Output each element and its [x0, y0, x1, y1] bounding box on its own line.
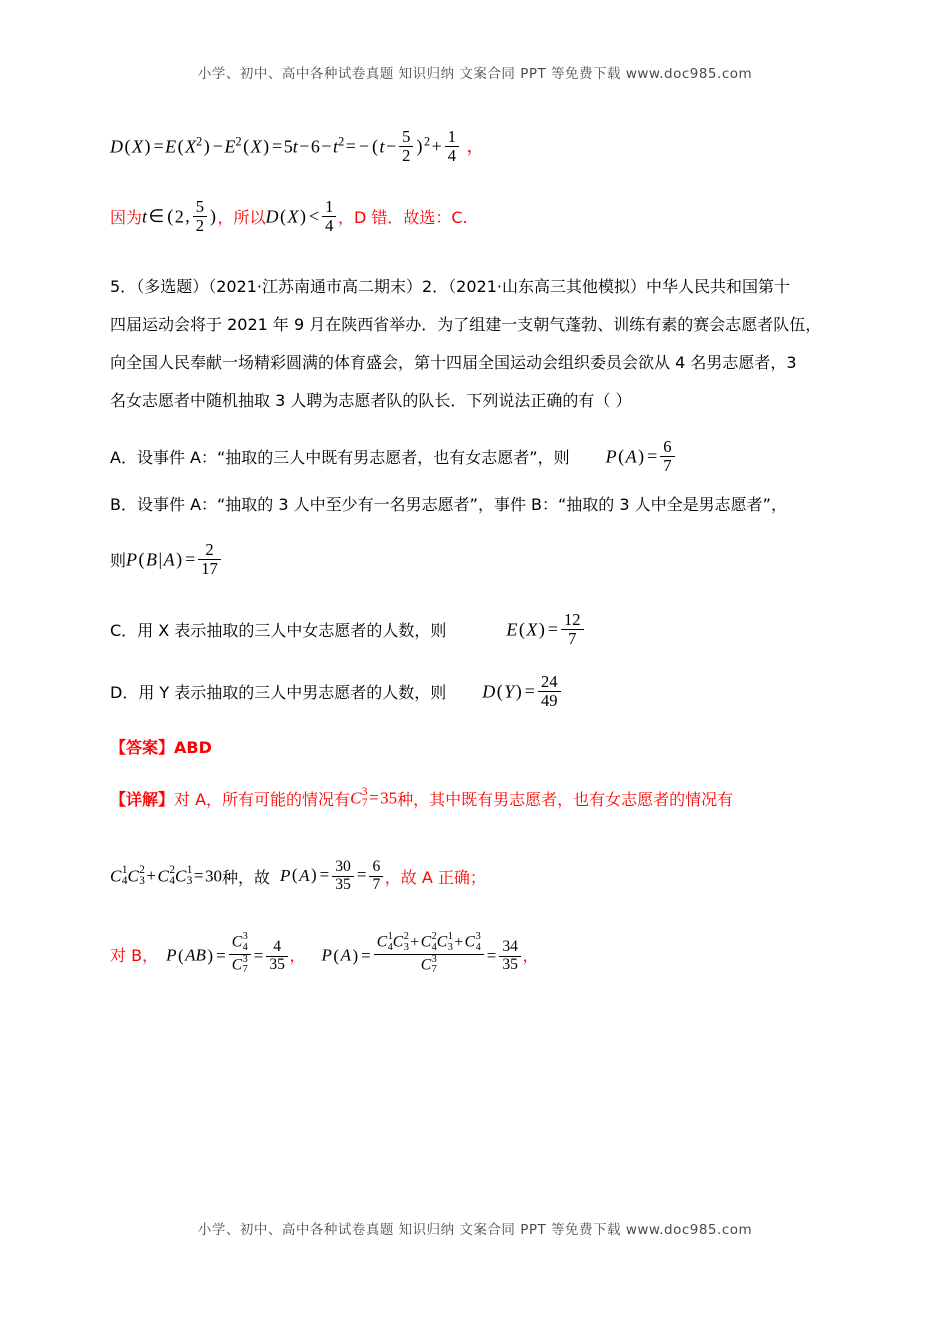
explain-line2-math1: C 1 4 C 2 3 +C 2 4 C 1 3 =30	[110, 863, 222, 887]
explain-label: 【详解】	[110, 789, 175, 809]
option-a	[110, 430, 840, 482]
option-b-line2	[110, 533, 840, 585]
so-math: D(X) < $\frac{1}{4}$	[266, 198, 338, 235]
explain-line2-math2: P(A) = $\frac{30}{35}$ = $\frac{6}{7}$	[280, 859, 385, 894]
explain-line2-text-a: 种，故	[222, 867, 271, 887]
answer-row	[110, 735, 840, 758]
question-tag: （多选题）（2021·江苏南通市高二期末）2．（2021·山东高三其他模拟）	[136, 277, 646, 296]
explain-line2	[110, 850, 840, 902]
option-b-label: B．	[110, 495, 137, 514]
explain-line2-text-b: ，故 A 正确；	[384, 867, 486, 887]
question-block	[110, 268, 840, 420]
option-b-line1	[110, 492, 840, 515]
explain-line3-text-a: 对 B，	[110, 945, 159, 965]
explain-line1-text-b: 种，其中既有男志愿者，也有女志愿者的情况有	[397, 789, 734, 809]
option-d-math: D(Y) = $\frac{24}{49}$	[482, 673, 562, 710]
option-b-then-label: 则	[110, 550, 127, 570]
option-c-label: C．	[110, 620, 138, 640]
option-a-math: P(A) = $\frac{6}{7}$	[606, 438, 676, 475]
question-body-line1: 中华人民共和国第十	[645, 277, 790, 296]
equation-variance: $D(X) =E(X^2) -E^2(X) =5t-6-t^2= - (t-$ $\frac{5}{2}$ ) $^2$+ $\frac{1}{4}$ ，	[110, 126, 485, 165]
option-a-text: 设事件 A：“抽取的三人中既有男志愿者，也有女志愿者”，则	[136, 447, 570, 467]
option-a-label: A．	[110, 447, 137, 467]
equation-variance-row	[110, 120, 840, 172]
option-b-text: 设事件 A：“抽取的 3 人中至少有一名男志愿者”，事件 B：“抽取的 3 人中全是男志愿者”，	[136, 495, 787, 514]
so-label: ，所以	[217, 207, 266, 227]
question-body-line2: 四届运动会将于 2021 年 9 月在陕西省举办．为了组建一支朝气蓬勃、训练有素的赛会志愿者队伍，	[110, 315, 822, 334]
question-body-line3: 向全国人民奉献一场精彩圆满的体育盛会，第十四届全国运动会组织委员会欲从 4 名男志愿者，3	[110, 353, 797, 372]
option-b	[110, 492, 840, 585]
option-b-math: P(B|A) = $\frac{2}{17}$	[126, 541, 222, 578]
answer-label: 【答案】	[110, 738, 175, 757]
because-math: t∈ (2, $\frac{5}{2}$ )	[142, 196, 216, 235]
option-c-math: E(X) = $\frac{12}{7}$	[506, 611, 585, 648]
document-content	[110, 120, 840, 980]
option-c	[110, 603, 840, 655]
explain-line1-text-a: 对 A，所有可能的情况有	[174, 789, 351, 809]
because-label: 因为	[110, 207, 143, 227]
explain-line1	[110, 772, 840, 824]
question-number: 5．	[110, 277, 137, 296]
option-c-text: 用 X 表示抽取的三人中女志愿者的人数，则	[137, 620, 447, 640]
option-d-text: 用 Y 表示抽取的三人中男志愿者的人数，则	[138, 682, 447, 702]
watermark-bottom: 小学、初中、高中各种试卷真题 知识归纳 文案合同 PPT 等免费下载 www.doc985.com	[197, 1222, 753, 1238]
explain-line3	[110, 928, 840, 980]
option-d-label: D．	[110, 682, 139, 702]
answer-value: ABD	[174, 738, 212, 757]
question-body-line4: 名女志愿者中随机抽取 3 人聘为志愿者队的队长．下列说法正确的有（ ）	[110, 391, 632, 410]
explain-line3-tail: ，	[522, 945, 539, 965]
explain-line1-math: C 3 7 =35	[350, 785, 398, 809]
option-d	[110, 665, 840, 717]
explain-line3-math2: P(A) = C 1 4 C 2 3 +C 2 4 C 1 3 +C 3 4 C 3 7 = $\frac{34}{35}$	[322, 932, 523, 975]
explain-line3-comma: ，	[289, 945, 306, 965]
so-tail: ，D 错．故选：C.	[337, 207, 468, 227]
because-so-row	[110, 190, 840, 242]
explain-line3-math1: P(AB) = C 3 4 C 3 7 = $\frac{4}{35}$	[166, 932, 289, 975]
watermark-top: 小学、初中、高中各种试卷真题 知识归纳 文案合同 PPT 等免费下载 www.doc985.com	[197, 66, 753, 82]
